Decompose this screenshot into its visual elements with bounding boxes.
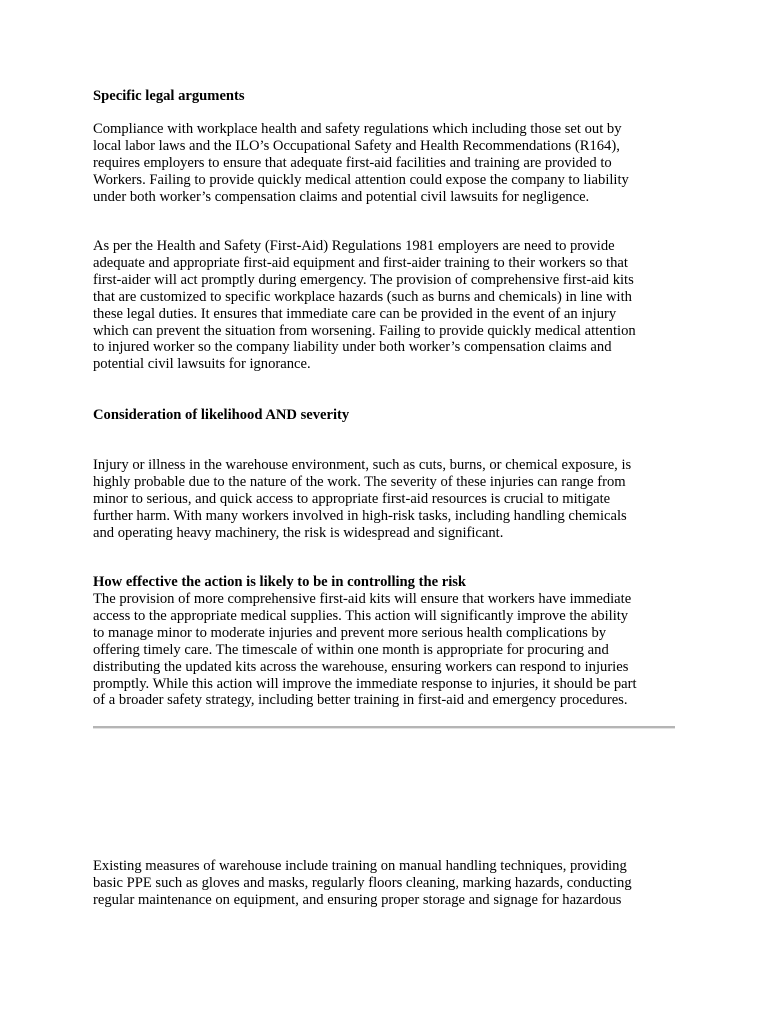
text-line: that are customized to specific workplace hazards (such as burns and chemicals) in line with: [93, 288, 632, 305]
text-line: Injury or illness in the warehouse environment, such as cuts, burns, or chemical exposure, is: [93, 457, 632, 473]
text-line: first-aider will act promptly during emergency. The provision of comprehensive first-aid kits: [93, 271, 634, 288]
text-line: Compliance with workplace health and safety regulations which including those set out by: [93, 121, 622, 137]
text-line: to injured worker so the company liability under both worker’s compensation claims and: [93, 339, 612, 356]
text-line: minor to serious, and quick access to appropriate first-aid resources is crucial to mitigate: [93, 490, 611, 507]
text-line: further harm. With many workers involved in high-risk tasks, including handling chemicals: [93, 507, 627, 524]
heading-action-effectiveness: How effective the action is likely to be in controlling the risk: [93, 574, 467, 590]
text-line: under both worker’s compensation claims and potential civil lawsuits for negligence.: [93, 188, 590, 205]
text-line: and operating heavy machinery, the risk is widespread and significant.: [93, 524, 504, 541]
heading-likelihood-severity: Consideration of likelihood AND severity: [93, 407, 350, 423]
text-line: local labor laws and the ILO’s Occupational Safety and Health Recommendations (R164),: [93, 137, 620, 154]
text-line: distributing the updated kits across the warehouse, ensuring workers can respond to injuries: [93, 658, 629, 675]
text-line: As per the Health and Safety (First-Aid) Regulations 1981 employers are need to provide: [93, 238, 615, 254]
text-line: regular maintenance on equipment, and ensuring proper storage and signage for hazardous: [93, 891, 622, 908]
text-line: of a broader safety strategy, including better training in first-aid and emergency procedures.: [93, 692, 628, 709]
text-line: Existing measures of warehouse include training on manual handling techniques, providing: [93, 858, 627, 874]
heading-specific-legal-arguments: Specific legal arguments: [93, 88, 245, 104]
paragraph-action-effectiveness: [93, 591, 683, 709]
text-line: basic PPE such as gloves and masks, regularly floors cleaning, marking hazards, conducting: [93, 874, 632, 891]
text-line: adequate and appropriate first-aid equipment and first-aider training to their workers so that: [93, 254, 628, 271]
paragraph-existing-measures: [93, 858, 683, 909]
text-line: highly probable due to the nature of the work. The severity of these injuries can range from: [93, 473, 626, 490]
paragraph-first-aid-regulations: [93, 238, 683, 373]
text-line: Workers. Failing to provide quickly medical attention could expose the company to liability: [93, 171, 629, 188]
paragraph-compliance: [93, 121, 683, 206]
text-line: access to the appropriate medical supplies. This action will significantly improve the ability: [93, 607, 629, 624]
text-line: which can prevent the situation from worsening. Failing to provide quickly medical attention: [93, 322, 636, 339]
text-line: these legal duties. It ensures that immediate care can be provided in the event of an injury: [93, 305, 617, 322]
text-line: to manage minor to moderate injuries and prevent more serious health complications by: [93, 624, 607, 641]
text-line: requires employers to ensure that adequate first-aid facilities and training are provided to: [93, 154, 612, 171]
paragraph-likelihood-severity: [93, 457, 683, 542]
text-line: offering timely care. The timescale of within one month is appropriate for procuring and: [93, 641, 609, 658]
text-line: The provision of more comprehensive first-aid kits will ensure that workers have immediate: [93, 591, 632, 607]
horizontal-divider: [93, 726, 675, 729]
text-line: potential civil lawsuits for ignorance.: [93, 356, 311, 373]
text-line: promptly. While this action will improve the immediate response to injuries, it should be part: [93, 675, 637, 692]
